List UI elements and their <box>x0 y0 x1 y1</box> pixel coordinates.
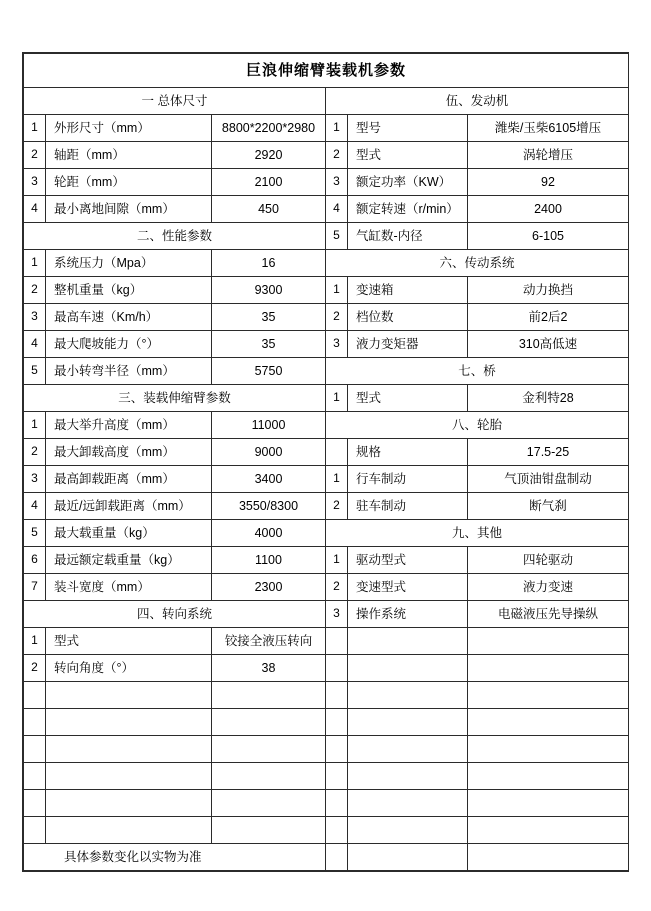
left-label-cell <box>46 682 212 709</box>
right-value-cell <box>468 655 629 682</box>
right-value-cell: 四轮驱动 <box>468 547 629 574</box>
footer-note: 具体参数变化以实物为准 <box>24 844 326 871</box>
right-index-cell <box>326 844 348 871</box>
right-value-cell <box>468 628 629 655</box>
left-label-cell: 最大爬坡能力（°） <box>46 331 212 358</box>
right-index-cell: 1 <box>326 385 348 412</box>
left-index-cell: 6 <box>24 547 46 574</box>
left-label-cell: 系统压力（Mpa） <box>46 250 212 277</box>
right-index-cell <box>326 709 348 736</box>
right-value-cell: 6-105 <box>468 223 629 250</box>
spec-table <box>23 53 629 871</box>
left-index-cell: 2 <box>24 142 46 169</box>
table-row <box>24 682 629 709</box>
right-value-cell: 2400 <box>468 196 629 223</box>
left-label-cell <box>46 709 212 736</box>
left-index-cell: 1 <box>24 250 46 277</box>
right-section-heading: 伍、发动机 <box>326 88 629 115</box>
left-label-cell: 最远额定载重量（kg） <box>46 547 212 574</box>
left-label-cell: 最小转弯半径（mm） <box>46 358 212 385</box>
right-index-cell <box>326 628 348 655</box>
left-value-cell: 3550/8300 <box>212 493 326 520</box>
document-title: 巨浪伸缩臂装载机参数 <box>24 54 629 88</box>
right-label-cell: 额定功率（KW） <box>348 169 468 196</box>
left-section-heading: 一 总体尺寸 <box>24 88 326 115</box>
right-label-cell <box>348 763 468 790</box>
table-row <box>24 412 629 439</box>
table-row <box>24 358 629 385</box>
right-index-cell: 2 <box>326 142 348 169</box>
table-row <box>24 223 629 250</box>
left-index-cell <box>24 817 46 844</box>
right-value-cell: 310高低速 <box>468 331 629 358</box>
left-index-cell: 1 <box>24 628 46 655</box>
table-row <box>24 628 629 655</box>
table-row <box>24 655 629 682</box>
table-row <box>24 466 629 493</box>
table-row <box>24 250 629 277</box>
left-index-cell: 1 <box>24 115 46 142</box>
right-label-cell <box>348 709 468 736</box>
left-value-cell <box>212 682 326 709</box>
table-row <box>24 115 629 142</box>
right-value-cell: 断气刹 <box>468 493 629 520</box>
right-label-cell: 型号 <box>348 115 468 142</box>
left-index-cell: 2 <box>24 439 46 466</box>
right-index-cell: 3 <box>326 331 348 358</box>
right-value-cell: 前2后2 <box>468 304 629 331</box>
left-label-cell: 转向角度（°） <box>46 655 212 682</box>
left-index-cell: 3 <box>24 169 46 196</box>
spacer-row <box>24 790 629 817</box>
table-row <box>24 196 629 223</box>
left-index-cell: 4 <box>24 331 46 358</box>
left-label-cell: 最高车速（Km/h） <box>46 304 212 331</box>
left-value-cell: 9000 <box>212 439 326 466</box>
left-label-cell: 最大举升高度（mm） <box>46 412 212 439</box>
right-label-cell <box>348 682 468 709</box>
left-label-cell <box>46 817 212 844</box>
right-index-cell <box>326 763 348 790</box>
table-row <box>24 439 629 466</box>
table-row <box>24 574 629 601</box>
right-section-heading: 八、轮胎 <box>326 412 629 439</box>
right-index-cell: 3 <box>326 601 348 628</box>
left-index-cell: 4 <box>24 493 46 520</box>
right-index-cell: 1 <box>326 466 348 493</box>
left-label-cell <box>46 736 212 763</box>
left-value-cell: 2920 <box>212 142 326 169</box>
table-row <box>24 736 629 763</box>
right-index-cell <box>326 817 348 844</box>
left-index-cell: 7 <box>24 574 46 601</box>
title-row <box>24 54 629 88</box>
table-row <box>24 142 629 169</box>
right-label-cell <box>348 790 468 817</box>
right-section-heading: 九、其他 <box>326 520 629 547</box>
left-index-cell: 2 <box>24 277 46 304</box>
left-value-cell: 3400 <box>212 466 326 493</box>
right-label-cell: 变速箱 <box>348 277 468 304</box>
left-index-cell <box>24 709 46 736</box>
left-value-cell: 2100 <box>212 169 326 196</box>
right-value-cell <box>468 709 629 736</box>
left-index-cell: 2 <box>24 655 46 682</box>
table-row <box>24 385 629 412</box>
left-value-cell: 11000 <box>212 412 326 439</box>
right-value-cell <box>468 682 629 709</box>
left-index-cell <box>24 790 46 817</box>
left-value-cell: 35 <box>212 331 326 358</box>
left-index-cell <box>24 763 46 790</box>
right-label-cell: 驻车制动 <box>348 493 468 520</box>
left-value-cell <box>212 736 326 763</box>
left-value-cell: 35 <box>212 304 326 331</box>
right-value-cell: 电磁液压先导操纵 <box>468 601 629 628</box>
left-value-cell: 4000 <box>212 520 326 547</box>
left-label-cell: 整机重量（kg） <box>46 277 212 304</box>
right-label-cell: 气缸数-内径 <box>348 223 468 250</box>
left-label-cell <box>46 790 212 817</box>
right-value-cell: 气顶油钳盘制动 <box>468 466 629 493</box>
right-label-cell: 驱动型式 <box>348 547 468 574</box>
table-row <box>24 547 629 574</box>
left-value-cell <box>212 790 326 817</box>
left-section-heading: 四、转向系统 <box>24 601 326 628</box>
left-label-cell: 最大卸载高度（mm） <box>46 439 212 466</box>
right-value-cell: 17.5-25 <box>468 439 629 466</box>
right-value-cell: 潍柴/玉柴6105增压 <box>468 115 629 142</box>
right-index-cell <box>326 790 348 817</box>
left-index-cell <box>24 736 46 763</box>
left-value-cell: 1100 <box>212 547 326 574</box>
right-section-heading: 六、传动系统 <box>326 250 629 277</box>
right-label-cell <box>348 736 468 763</box>
left-label-cell: 最大载重量（kg） <box>46 520 212 547</box>
table-row <box>24 520 629 547</box>
left-value-cell: 2300 <box>212 574 326 601</box>
spacer-row <box>24 817 629 844</box>
left-label-cell: 轮距（mm） <box>46 169 212 196</box>
left-value-cell <box>212 763 326 790</box>
left-label-cell <box>46 763 212 790</box>
left-value-cell: 9300 <box>212 277 326 304</box>
right-index-cell: 3 <box>326 169 348 196</box>
left-value-cell: 5750 <box>212 358 326 385</box>
right-value-cell <box>468 844 629 871</box>
right-index-cell: 1 <box>326 547 348 574</box>
table-row <box>24 331 629 358</box>
left-section-heading: 二、性能参数 <box>24 223 326 250</box>
right-index-cell <box>326 439 348 466</box>
table-row <box>24 601 629 628</box>
left-value-cell: 铰接全液压转向 <box>212 628 326 655</box>
left-index-cell <box>24 682 46 709</box>
right-index-cell: 5 <box>326 223 348 250</box>
left-label-cell: 外形尺寸（mm） <box>46 115 212 142</box>
right-value-cell: 液力变速 <box>468 574 629 601</box>
right-index-cell <box>326 736 348 763</box>
right-label-cell: 额定转速（r/min） <box>348 196 468 223</box>
table-row <box>24 304 629 331</box>
right-index-cell: 1 <box>326 115 348 142</box>
left-value-cell: 16 <box>212 250 326 277</box>
right-label-cell: 档位数 <box>348 304 468 331</box>
right-label-cell <box>348 844 468 871</box>
right-index-cell: 1 <box>326 277 348 304</box>
right-label-cell: 型式 <box>348 142 468 169</box>
right-label-cell: 型式 <box>348 385 468 412</box>
left-index-cell: 5 <box>24 358 46 385</box>
right-label-cell <box>348 655 468 682</box>
right-value-cell: 涡轮增压 <box>468 142 629 169</box>
right-value-cell <box>468 736 629 763</box>
left-label-cell: 轴距（mm） <box>46 142 212 169</box>
right-value-cell <box>468 817 629 844</box>
left-value-cell: 8800*2200*2980 <box>212 115 326 142</box>
left-value-cell: 450 <box>212 196 326 223</box>
right-label-cell: 液力变矩器 <box>348 331 468 358</box>
left-index-cell: 5 <box>24 520 46 547</box>
table-row <box>24 763 629 790</box>
right-index-cell: 4 <box>326 196 348 223</box>
left-value-cell: 38 <box>212 655 326 682</box>
right-label-cell <box>348 628 468 655</box>
left-value-cell <box>212 709 326 736</box>
right-label-cell <box>348 817 468 844</box>
left-index-cell: 1 <box>24 412 46 439</box>
right-value-cell <box>468 763 629 790</box>
right-label-cell: 规格 <box>348 439 468 466</box>
right-index-cell: 2 <box>326 304 348 331</box>
table-row <box>24 709 629 736</box>
right-index-cell: 2 <box>326 574 348 601</box>
right-value-cell: 金利特28 <box>468 385 629 412</box>
footer-note-row <box>24 844 629 871</box>
right-index-cell <box>326 682 348 709</box>
table-row <box>24 277 629 304</box>
right-label-cell: 行车制动 <box>348 466 468 493</box>
right-index-cell: 2 <box>326 493 348 520</box>
left-label-cell: 最近/远卸载距离（mm） <box>46 493 212 520</box>
left-value-cell <box>212 817 326 844</box>
left-label-cell: 型式 <box>46 628 212 655</box>
left-index-cell: 4 <box>24 196 46 223</box>
right-value-cell: 动力换挡 <box>468 277 629 304</box>
right-section-heading: 七、桥 <box>326 358 629 385</box>
right-label-cell: 操作系统 <box>348 601 468 628</box>
table-row <box>24 493 629 520</box>
left-index-cell: 3 <box>24 466 46 493</box>
right-label-cell: 变速型式 <box>348 574 468 601</box>
left-label-cell: 装斗宽度（mm） <box>46 574 212 601</box>
left-index-cell: 3 <box>24 304 46 331</box>
table-row <box>24 88 629 115</box>
left-section-heading: 三、装载伸缩臂参数 <box>24 385 326 412</box>
right-value-cell <box>468 790 629 817</box>
left-label-cell: 最小离地间隙（mm） <box>46 196 212 223</box>
spec-sheet <box>22 52 629 872</box>
right-value-cell: 92 <box>468 169 629 196</box>
left-label-cell: 最高卸载距离（mm） <box>46 466 212 493</box>
table-row <box>24 169 629 196</box>
right-index-cell <box>326 655 348 682</box>
